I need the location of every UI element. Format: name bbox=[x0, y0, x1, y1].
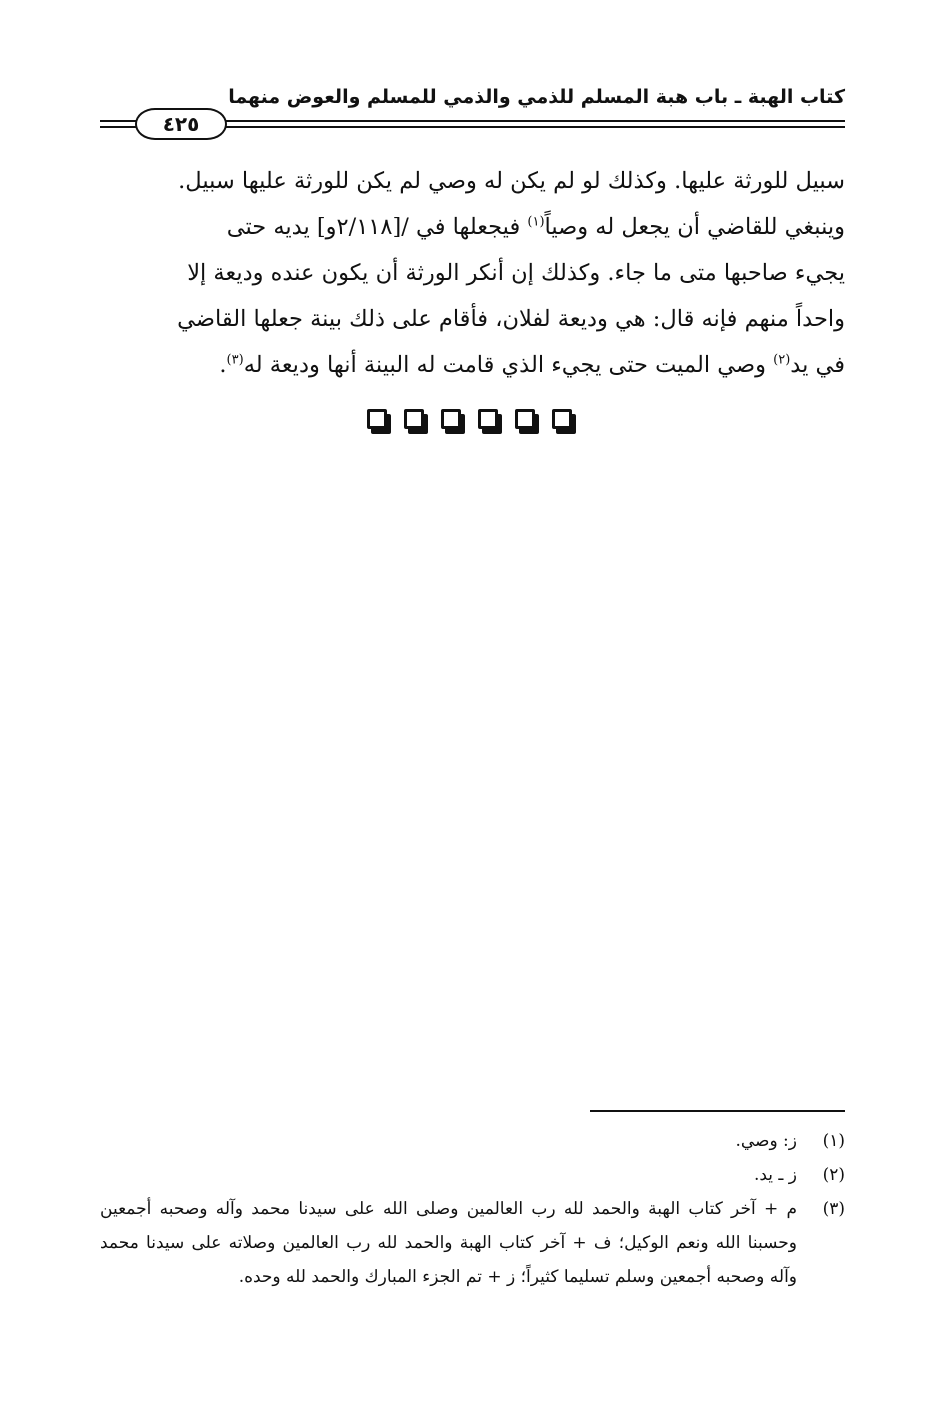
footnote-marker-3: (٣) bbox=[226, 352, 244, 368]
text-line-2 bbox=[100, 204, 845, 250]
footnote-3 bbox=[100, 1192, 845, 1294]
footnote-marker-2: (٢) bbox=[773, 352, 791, 368]
text-line-4: واحداً منهم فإنه قال: هي وديعة لفلان، فأقام على ذلك بينة جعلها القاضي bbox=[177, 306, 845, 332]
text-line-5-start: في يد bbox=[790, 352, 845, 378]
text-line-2-start: وينبغي للقاضي أن يجعل له وصياً bbox=[544, 214, 845, 240]
separator-box-icon bbox=[515, 409, 542, 436]
end-period: . bbox=[219, 352, 227, 378]
separator-box-icon bbox=[478, 409, 505, 436]
text-line-2-end: فيجعلها في /[٢/١١٨و] يديه حتى bbox=[226, 214, 521, 240]
separator-box-icon bbox=[441, 409, 468, 436]
footnote-number: (١) bbox=[822, 1131, 845, 1151]
text-line-5-end: وصي الميت حتى يجيء الذي قامت له البينة أنها وديعة له bbox=[243, 352, 766, 378]
main-text bbox=[100, 158, 845, 388]
section-separator bbox=[0, 409, 945, 436]
separator-box-icon bbox=[404, 409, 431, 436]
footnote-rule bbox=[590, 1110, 845, 1112]
page-number: ٤٢٥ bbox=[135, 108, 227, 140]
footnote-2 bbox=[100, 1158, 845, 1192]
text-line-1: سبيل للورثة عليها. وكذلك لو لم يكن له وصي لم يكن للورثة عليها سبيل. bbox=[178, 168, 845, 194]
footnote-text: ز: وصي. bbox=[735, 1131, 797, 1151]
footnotes bbox=[100, 1124, 845, 1294]
separator-box-icon bbox=[367, 409, 394, 436]
footnote-1 bbox=[100, 1124, 845, 1158]
separator-box-icon bbox=[552, 409, 579, 436]
footnote-text: ز ـ يد. bbox=[753, 1165, 797, 1185]
running-header: كتاب الهبة ـ باب هبة المسلم للذمي والذمي للمسلم والعوض منهما bbox=[228, 86, 845, 108]
text-line-3: يجيء صاحبها متى ما جاء. وكذلك إن أنكر الورثة أن يكون عنده وديعة إلا bbox=[187, 260, 845, 286]
text-line-5 bbox=[100, 342, 845, 388]
footnote-number: (٢) bbox=[822, 1165, 845, 1185]
footnote-text: م + آخر كتاب الهبة والحمد لله رب العالمين وصلى الله على سيدنا محمد وآله وصحبه أجمعين وحسبنا الله ونعم الوكيل؛ ف + آخر كتاب الهبة والحمد لله رب العالمين وصلاته على سيدنا محمد وآله وصحبه أجمعين وسلم تسليما كثيراً؛ ز + تم الجزء المبارك والحمد لله وحده. bbox=[100, 1199, 797, 1287]
footnote-number: (٣) bbox=[822, 1199, 845, 1219]
footnote-marker-1: (١) bbox=[527, 214, 545, 230]
